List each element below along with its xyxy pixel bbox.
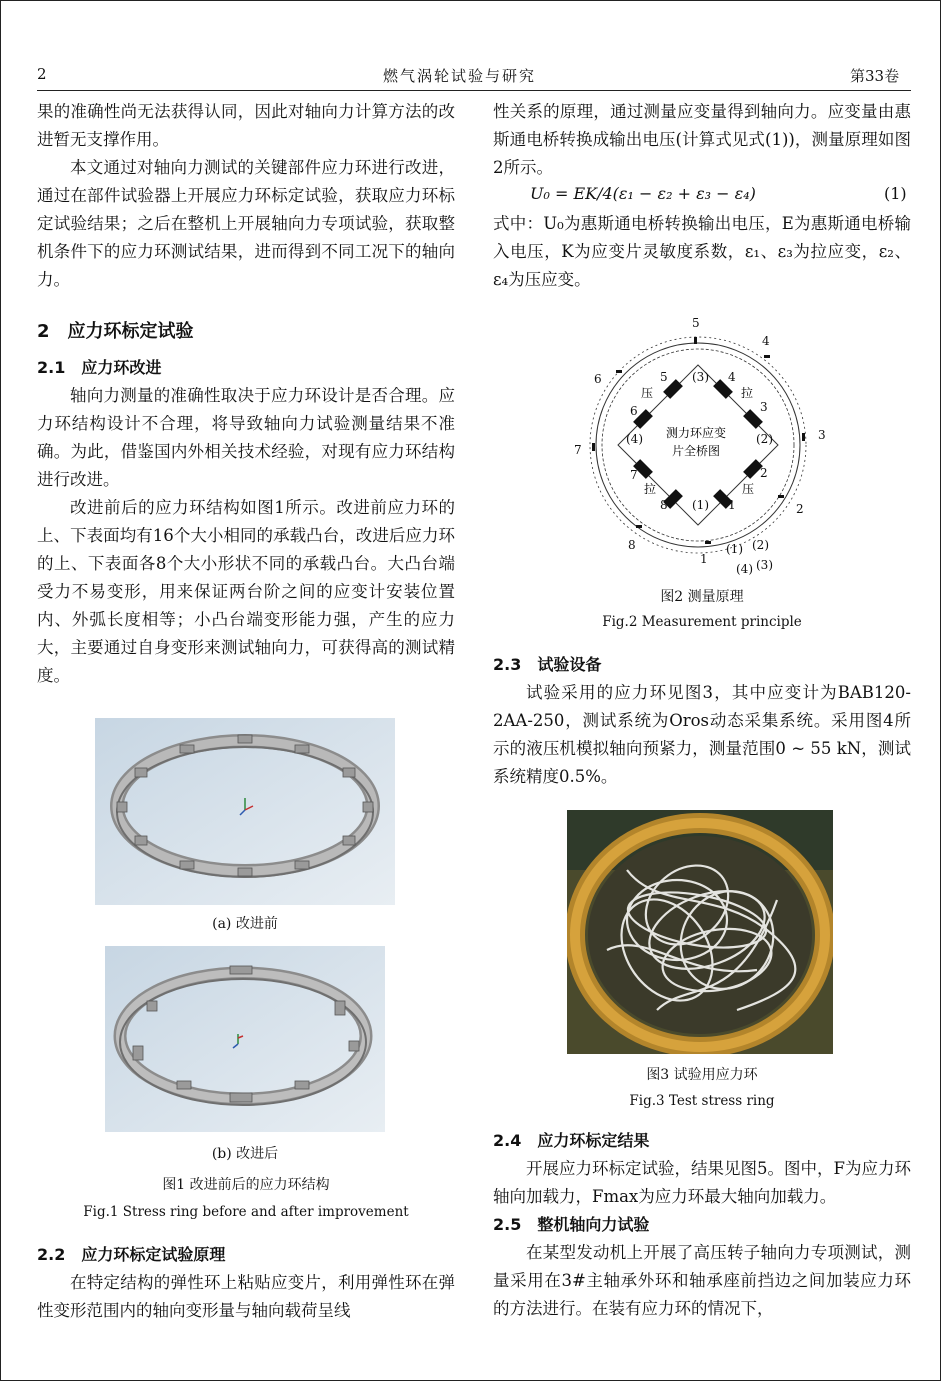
- section-heading: 2 应力环标定试验: [37, 321, 194, 342]
- paragraph: 式中：U₀为惠斯通电桥转换输出电压，E为惠斯通电桥输入电压，K为应变片灵敏度系数，ε₁、ε₃为拉应变，ε₂、ε₄为压应变。: [493, 214, 911, 289]
- subsection-heading: 2.4 应力环标定结果: [493, 1131, 650, 1150]
- figure-3-caption-cn: 图3 试验用应力环: [646, 1067, 758, 1083]
- svg-text:5: 5: [692, 316, 700, 330]
- svg-text:6: 6: [630, 404, 638, 418]
- svg-text:7: 7: [574, 443, 582, 457]
- svg-text:(1): (1): [726, 542, 743, 556]
- svg-text:2: 2: [760, 466, 768, 480]
- figure-2-caption-en: Fig.2 Measurement principle: [602, 614, 802, 630]
- svg-text:(3): (3): [756, 558, 773, 572]
- paragraph: 在特定结构的弹性环上粘贴应变片，利用弹性环在弹性变形范围内的轴向变形量与轴向载荷呈线: [37, 1273, 455, 1320]
- svg-text:(1): (1): [692, 498, 709, 512]
- header-rule: [37, 90, 911, 91]
- paragraph: 在某型发动机上开展了高压转子轴向力专项测试，测量采用在3#主轴承外环和轴承座前挡边之间加装应力环的方法进行。在装有应力环的情况下，: [493, 1243, 911, 1318]
- left-column-bottom: [37, 1241, 455, 1325]
- figure-3-caption-en: Fig.3 Test stress ring: [629, 1093, 775, 1109]
- subsection-heading: 2.5 整机轴向力试验: [493, 1215, 650, 1234]
- svg-text:5: 5: [660, 370, 668, 384]
- right-column-bottom: [493, 1127, 911, 1323]
- svg-text:3: 3: [760, 400, 768, 414]
- svg-text:8: 8: [660, 498, 668, 512]
- page-number: 2: [37, 65, 47, 83]
- volume-label: 第33卷: [850, 67, 900, 85]
- figure-1a-image: [95, 718, 395, 905]
- figure-1a-caption: (a) 改进前: [212, 916, 278, 932]
- subsection-heading: 2.3 试验设备: [493, 655, 602, 674]
- paragraph: 果的准确性尚无法获得认同，因此对轴向力计算方法的改进暂无支撑作用。: [37, 102, 455, 149]
- paragraph: 改进前后的应力环结构如图1所示。改进前应力环的上、下表面均有16个大小相同的承载凸台，改进后应力环的上、下表面各8个大小形状不同的承载凸台。大凸台端受力不易变形，用来保证两台阶之间的应变计安装位置内、外弧长度相等；小凸台端变形能力强，产生的应力大，主要通过自身变形来测试轴向力，可获得高的测试精度。: [37, 498, 455, 685]
- svg-text:(4): (4): [626, 432, 643, 446]
- svg-text:(3): (3): [692, 370, 709, 384]
- paragraph: 性关系的原理，通过测量应变量得到轴向力。应变量由惠斯通电桥转换成输出电压(计算式见式(1))，测量原理如图2所示。: [493, 102, 911, 177]
- paragraph: 本文通过对轴向力测试的关键部件应力环进行改进，通过在部件试验器上开展应力环标定试验，获取应力环标定试验结果；之后在整机上开展轴向力专项试验，获取整机条件下的应力环测试结果，进而得到不同工况下的轴向力。: [37, 158, 455, 289]
- svg-text:3: 3: [818, 428, 826, 442]
- svg-text:1: 1: [700, 552, 708, 566]
- svg-text:1: 1: [728, 498, 736, 512]
- compression-label: 压: [641, 386, 654, 400]
- subsection-heading: 2.2 应力环标定试验原理: [37, 1245, 226, 1264]
- right-column-top: [493, 98, 911, 182]
- tension-label: 拉: [644, 482, 657, 496]
- left-column-top: [37, 98, 455, 690]
- figure-1b-image: [105, 946, 385, 1132]
- journal-title: 燃气涡轮试验与研究: [383, 67, 537, 85]
- paragraph: 开展应力环标定试验，结果见图5。图中，F为应力环轴向加载力，Fmax为应力环最大轴向加载力。: [493, 1159, 911, 1206]
- paragraph: 试验采用的应力环见图3，其中应变计为BAB120-2AA-250，测试系统为Oros动态采集系统。采用图4所示的液压机模拟轴向预紧力，测量范围0 ~ 55 kN，测试系统精度0.5%。: [493, 683, 911, 786]
- svg-text:(4): (4): [736, 562, 753, 576]
- tension-label: 拉: [741, 386, 754, 400]
- compression-label: 压: [742, 482, 755, 496]
- figure-1b-caption: (b) 改进后: [211, 1146, 279, 1162]
- right-column-eq-desc: [493, 210, 911, 294]
- svg-text:8: 8: [628, 538, 636, 552]
- equation-1-number: (1): [884, 184, 907, 203]
- figure-3-photo: [567, 810, 833, 1054]
- figure-2-caption-cn: 图2 测量原理: [660, 589, 744, 605]
- svg-text:4: 4: [728, 370, 736, 384]
- svg-text:2: 2: [796, 502, 804, 516]
- svg-text:(2): (2): [756, 432, 773, 446]
- figure-2-diagram: [568, 315, 828, 580]
- svg-text:4: 4: [762, 334, 770, 348]
- subsection-heading: 2.1 应力环改进: [37, 358, 162, 377]
- paragraph: 轴向力测量的准确性取决于应力环设计是否合理。应力环结构设计不合理，将导致轴向力试验测量结果不准确。为此，借鉴国内外相关技术经验，对现有应力环结构进行改进。: [37, 386, 455, 489]
- right-column-middle: [493, 651, 911, 791]
- svg-text:(2): (2): [752, 538, 769, 552]
- svg-text:6: 6: [594, 372, 602, 386]
- figure-1-caption-cn: 图1 改进前后的应力环结构: [162, 1177, 330, 1193]
- svg-text:7: 7: [630, 468, 638, 482]
- equation-1: U₀ = EK/4(ε₁ − ε₂ + ε₃ − ε₄): [530, 184, 756, 203]
- figure-1-caption-en: Fig.1 Stress ring before and after improvement: [83, 1204, 409, 1220]
- center-label-line2: 片全桥图: [672, 444, 721, 458]
- center-label-line1: 测力环应变: [666, 426, 727, 440]
